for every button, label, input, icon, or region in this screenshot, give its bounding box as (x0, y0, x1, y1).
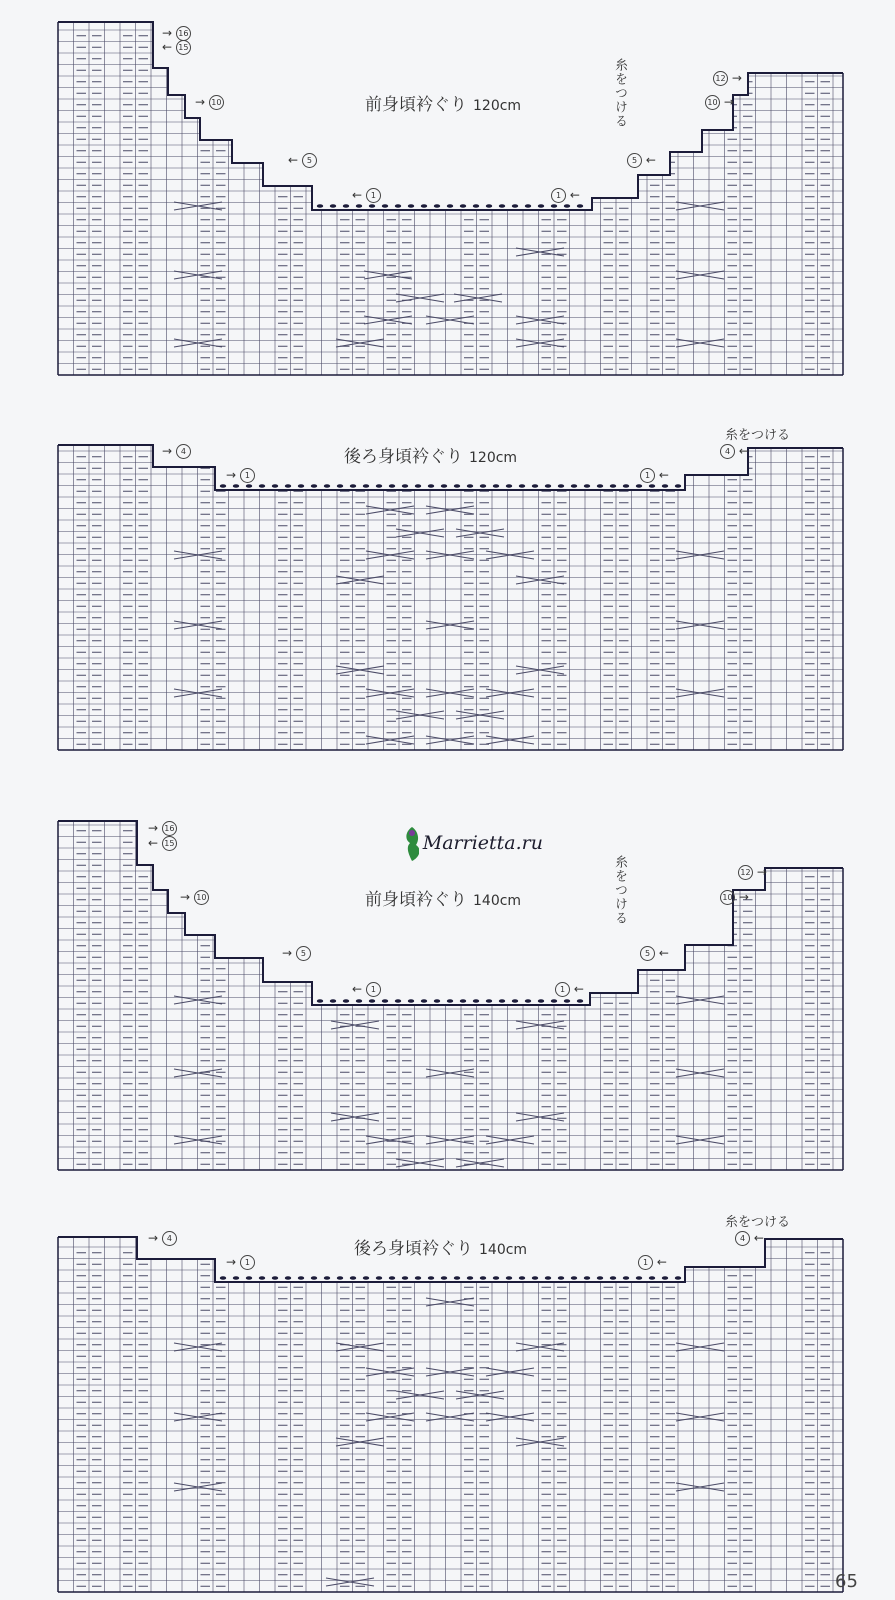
row-label-16: → 16 (162, 26, 191, 41)
knit-grid-back-120 (0, 415, 895, 775)
row-label-4: → 4 (148, 1231, 177, 1246)
row-label-r12: 12 → (713, 71, 742, 86)
row-label-4: → 4 (162, 444, 191, 459)
row-label-16: → 16 (148, 821, 177, 836)
page-number: 65 (835, 1571, 858, 1592)
chart-panel-front-120 (0, 0, 895, 390)
row-label-r1: 1 ← (555, 982, 584, 997)
row-label-15: ← 15 (162, 40, 191, 55)
chart-panel-back-120 (0, 415, 895, 775)
row-label-5: ← 5 (288, 153, 317, 168)
row-label-r12: 12 → (738, 865, 767, 880)
row-label-r10: 10 → (705, 95, 734, 110)
row-label-5: → 5 (282, 946, 311, 961)
row-label-r4: 4 ← (735, 1231, 764, 1246)
row-label-r4: 4 ← (720, 444, 749, 459)
row-label-1: → 1 (226, 468, 255, 483)
chart-title: 前身頃衿ぐり 140cm (365, 890, 522, 910)
knit-grid-front-120 (0, 0, 895, 390)
row-label-r1: 1 ← (638, 1255, 667, 1270)
knit-grid-back-140 (0, 1207, 895, 1600)
chart-title: 前身頃衿ぐり 120cm (365, 95, 522, 115)
chart-panel-front-140 (0, 815, 895, 1185)
logo-text: Marrietta.ru (422, 832, 543, 854)
attach-thread-label: 糸をつける (725, 428, 791, 443)
row-label-15: ← 15 (148, 836, 177, 851)
row-label-r1: 1 ← (551, 188, 580, 203)
row-label-1: ← 1 (352, 982, 381, 997)
row-label-r5: 5 ← (640, 946, 669, 961)
attach-thread-label: 糸をつける (725, 1215, 791, 1230)
row-label-1: ← 1 (352, 188, 381, 203)
row-label-r5: 5 ← (627, 153, 656, 168)
row-label-1: → 1 (226, 1255, 255, 1270)
row-label-10: → 10 (195, 95, 224, 110)
row-label-r1: 1 ← (640, 468, 669, 483)
chart-panel-back-140 (0, 1207, 895, 1600)
chart-title: 後ろ身頃衿ぐり 140cm (354, 1239, 528, 1259)
attach-thread-label: 糸をつける (612, 855, 627, 925)
chart-title: 後ろ身頃衿ぐり 120cm (344, 447, 518, 467)
row-label-r10: 10 → (720, 890, 749, 905)
attach-thread-label: 糸をつける (612, 58, 627, 128)
row-label-10: → 10 (180, 890, 209, 905)
